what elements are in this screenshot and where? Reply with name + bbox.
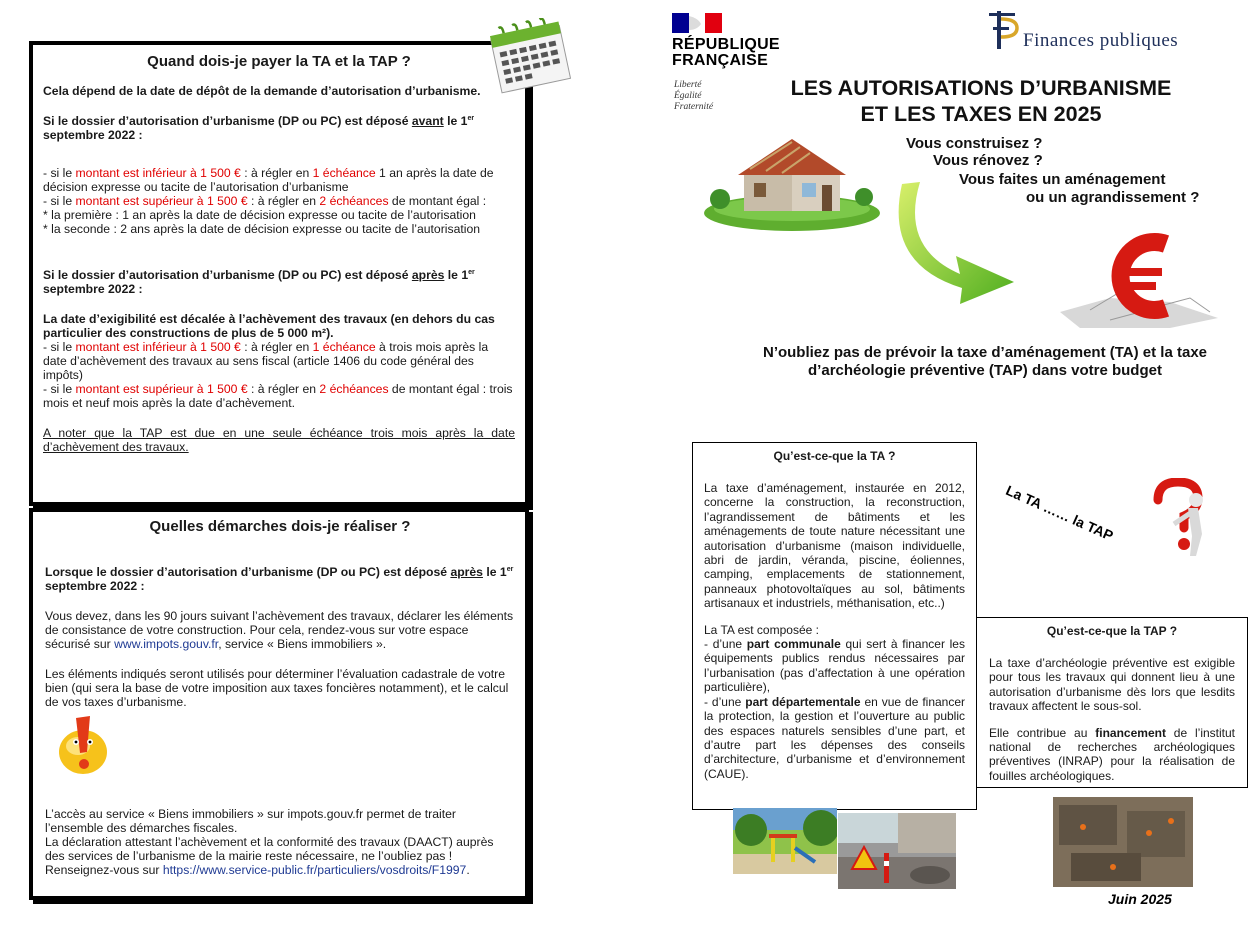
finances-publiques-logo [985, 9, 1021, 51]
archaeological-dig-photo [1053, 797, 1193, 887]
procedures-para-1: Vous devez, dans les 90 jours suivant l’achèvement des travaux, déclarer les éléments de consistance de votre construction. Pour cela, rendez-vous sur votre espace sécurisé sur www.impots.gouv.fr, service « Biens immobiliers ». [45, 609, 514, 651]
after-line-1: - si le montant est inférieur à 1 500 € : à régler en 1 échéance à trois mois après la date d’achèvement des travaux au sens fiscal (article 1406 du code général des impôts) [43, 340, 489, 382]
calendar-icon [487, 18, 575, 94]
question-build: Vous construisez ? [906, 135, 1043, 152]
republique-francaise-label: RÉPUBLIQUE FRANÇAISE [672, 36, 780, 69]
question-renovate: Vous rénovez ? [933, 152, 1043, 169]
procedures-heading: Lorsque le dossier d’autorisation d’urbanisme (DP ou PC) est déposé après le 1er septembre 2022 : [45, 565, 514, 593]
procedures-para-3: L’accès au service « Biens immobiliers » sur impots.gouv.fr permet de traiter l’ensemble des démarches fiscales. [45, 807, 456, 835]
procedures-para-4: La déclaration attestant l’achèvement et la conformité des travaux (DAACT) auprès des services de l’urbanisme de la mairie reste nécessaire, ne l’oubliez pas ! [45, 835, 494, 863]
question-extend: ou un agrandissement ? [1026, 189, 1200, 206]
before-line-2: - si le montant est supérieur à 1 500 € : à régler en 2 échéances de montant égal : [43, 194, 487, 208]
procedures-para-5: Renseignez-vous sur https://www.service-public.fr/particuliers/vosdroits/F1997. [45, 863, 470, 877]
finances-publiques-label: Finances publiques [1023, 30, 1179, 51]
after-line-2: - si le montant est supérieur à 1 500 € : à régler en 2 échéances de montant égal : trois mois et neuf mois après la date d’achèvement. [43, 382, 513, 410]
tap-title: Qu’est-ce-que la TAP ? [1046, 624, 1178, 638]
ta-para-4: - d’une part départementale en vue de financer la protection, la gestion et l’ouverture au public des espaces naturels sensibles d’une part, et d’autre part les dépenses des conseils d’architecture, d’urbanisme et d’environnement (CAUE). [704, 694, 966, 781]
payment-intro: Cela dépend de la date de dépôt de la demande d’autorisation d’urbanisme. [43, 84, 481, 98]
tap-note: A noter que la TAP est due en une seule échéance trois mois après la date d’achèvement des travaux. [43, 426, 515, 454]
republic-motto: Liberté Égalité Fraternité [674, 80, 714, 112]
procedures-para-2: Les éléments indiqués seront utilisés pour déterminer l’évaluation cadastrale de votre bien (qui sera la base de votre imposition aux taxes foncières notamment), et le calcul de vos taxes d’urbanisme. [45, 667, 509, 709]
ta-para-2: La TA est composée : [704, 622, 819, 637]
before-heading: Si le dossier d’autorisation d’urbanisme (DP ou PC) est déposé avant le 1er septembre 2022 : [43, 114, 475, 142]
question-arrange: Vous faites un aménagement [959, 171, 1166, 188]
procedures-title: Quelles démarches dois-je réaliser ? [149, 518, 411, 535]
green-arrow-icon [890, 178, 1030, 308]
roadworks-photo [838, 813, 956, 889]
before-line-3: * la première : 1 an après la date de décision expresse ou tacite de l’autorisation [43, 208, 476, 222]
house-construction-image [700, 125, 880, 233]
euro-symbol-image [1050, 232, 1220, 330]
impots-link[interactable]: www.impots.gouv.fr [114, 637, 219, 651]
service-public-link[interactable]: https://www.service-public.fr/particuliers/vosdroits/F1997 [162, 863, 467, 877]
ta-section [692, 442, 977, 810]
before-line-4: * la seconde : 2 ans après la date de décision expresse ou tacite de l’autorisation [43, 222, 480, 236]
before-line-1: - si le montant est inférieur à 1 500 € : à régler en 1 échéance 1 an après la date de décision expresse ou tacite de l’autorisation d’urbanisme [43, 166, 494, 194]
exclamation-icon [54, 712, 112, 778]
ta-tap-label: La TA …… la TAP [1003, 482, 1116, 544]
ta-para-1: La taxe d’aménagement, instaurée en 2012, concerne la construction, la reconstruction, l’agrandissement de bâtiments et les aménagements de toute nature nécessitant une autorisation d’urbanisme (maison individuelle, abri de jardin, véranda, piscine, éoliennes, camping, emplacements de stationnement, panneaux photovoltaïques au sol, bâtiments artisanaux et industriels, méthanisation, etc..) [704, 481, 965, 611]
procedures-section [29, 508, 529, 900]
main-title: LES AUTORISATIONS D’URBANISME ET LES TAXES EN 2025 [790, 76, 1172, 126]
marianne-logo [672, 13, 722, 33]
payment-title: Quand dois-je payer la TA et la TAP ? [147, 53, 411, 70]
publication-date: Juin 2025 [1108, 891, 1172, 907]
payment-section [29, 41, 529, 506]
budget-reminder: N’oubliez pas de prévoir la taxe d’aménagement (TA) et la taxe d’archéologie préventive (TAP) dans votre budget [762, 344, 1208, 379]
after-bold-para: La date d’exigibilité est décalée à l’achèvement des travaux (en dehors du cas particulier des constructions de plus de 5 000 m²). [43, 312, 495, 340]
ta-title: Qu’est-ce-que la TA ? [773, 449, 896, 463]
ta-para-3: - d’une part communale qui sert à financer les équipements publics rendus nécessaires par l’urbanisation (pas d’affectation à une opération particulière), [704, 637, 965, 695]
tap-para-1: La taxe d’archéologie préventive est exigible pour tous les travaux qui donnent lieu à une autorisation d’urbanisme dès lors que lesdits travaux affectent le sous-sol. [989, 656, 1235, 714]
question-mark-figure-image [1138, 478, 1214, 558]
tap-para-2: Elle contribue au financement de l’institut national de recherches archéologiques préventives (INRAP) pour la réalisation de fouilles archéologiques. [989, 725, 1236, 783]
playground-photo [733, 808, 837, 874]
tap-section [976, 617, 1248, 788]
after-heading: Si le dossier d’autorisation d’urbanisme (DP ou PC) est déposé après le 1er septembre 2022 : [43, 268, 475, 296]
